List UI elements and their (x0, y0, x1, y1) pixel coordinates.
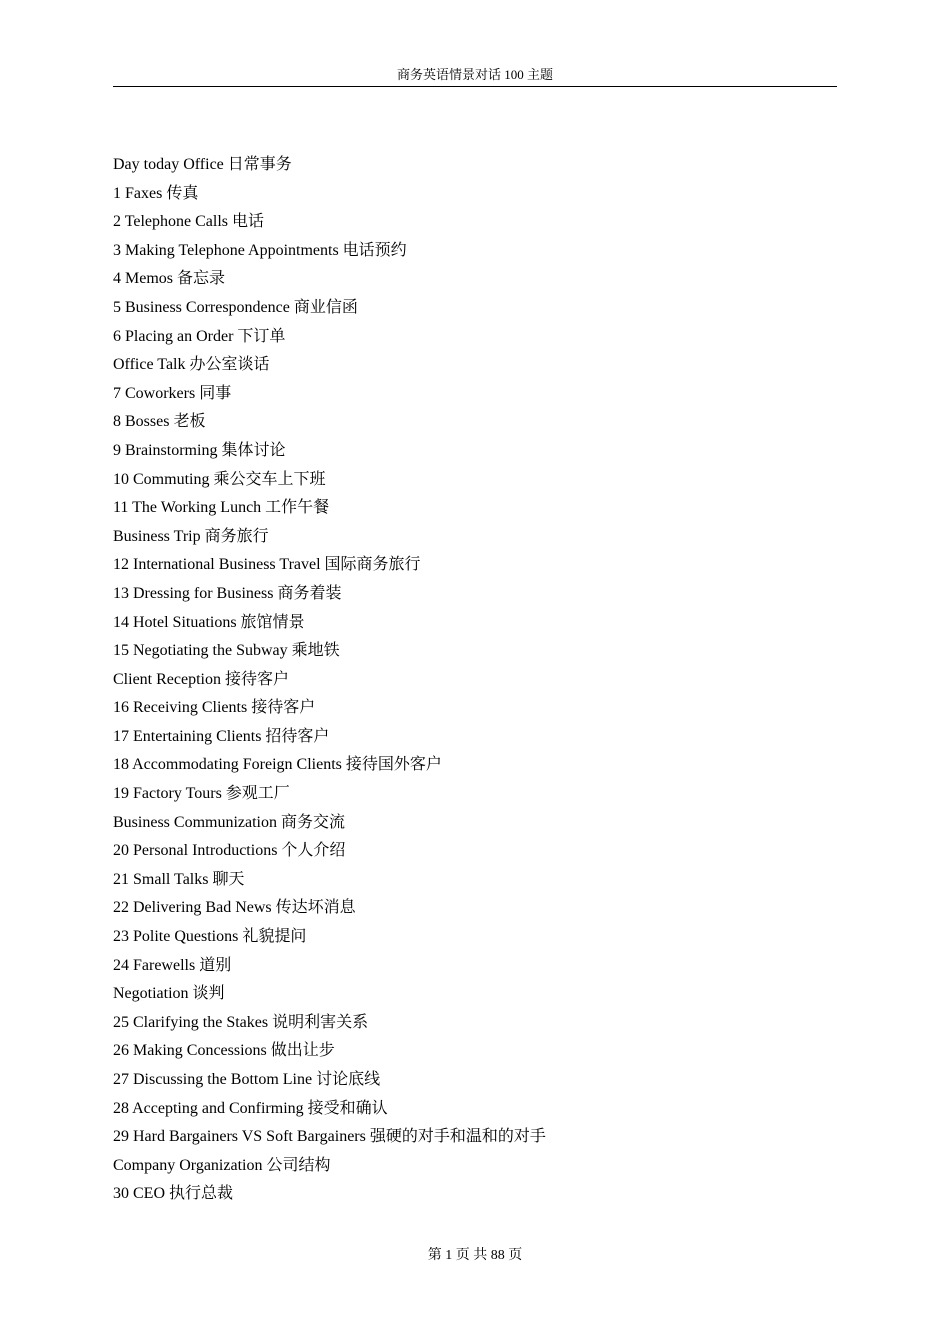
list-item: 21 Small Talks 聊天 (113, 870, 245, 888)
section-heading: Negotiation 谈判 (113, 985, 225, 1003)
list-item: 7 Coworkers 同事 (113, 384, 232, 402)
topic-list (113, 151, 546, 1209)
list-item: 25 Clarifying the Stakes 说明利害关系 (113, 1013, 369, 1031)
section-heading: Business Communization 商务交流 (113, 813, 346, 831)
section-heading: Business Trip 商务旅行 (113, 527, 269, 545)
list-item: 24 Farewells 道别 (113, 956, 232, 974)
section-heading: Office Talk 办公室谈话 (113, 356, 270, 374)
list-item: 8 Bosses 老板 (113, 413, 206, 431)
list-item: 17 Entertaining Clients 招待客户 (113, 727, 330, 745)
section-heading: Company Organization 公司结构 (113, 1156, 331, 1174)
list-item: 23 Polite Questions 礼貌提问 (113, 928, 307, 946)
page-header (113, 66, 837, 87)
page-number: 第 1 页 共 88 页 (427, 1248, 523, 1263)
list-item: 2 Telephone Calls 电话 (113, 213, 265, 231)
section-heading: Day today Office 日常事务 (113, 156, 292, 173)
page-footer (0, 1246, 950, 1266)
list-item: 12 International Business Travel 国际商务旅行 (113, 556, 421, 574)
list-item: 15 Negotiating the Subway 乘地铁 (113, 642, 340, 660)
list-item: 3 Making Telephone Appointments 电话预约 (113, 241, 407, 259)
list-item: 16 Receiving Clients 接待客户 (113, 699, 316, 717)
list-item: 30 CEO 执行总裁 (113, 1185, 234, 1203)
list-item: 29 Hard Bargainers VS Soft Bargainers 强硬的对手和温和的对手 (113, 1128, 546, 1146)
list-item: 26 Making Concessions 做出让步 (113, 1042, 335, 1060)
list-item: 9 Brainstorming 集体讨论 (113, 441, 286, 459)
list-item: 1 Faxes 传真 (113, 184, 199, 202)
list-item: 6 Placing an Order 下订单 (113, 327, 286, 345)
list-item: 28 Accepting and Confirming 接受和确认 (113, 1099, 388, 1117)
list-item: 4 Memos 备忘录 (113, 270, 226, 288)
list-item: 22 Delivering Bad News 传达坏消息 (113, 899, 356, 917)
section-heading: Client Reception 接待客户 (113, 670, 289, 688)
list-item: 5 Business Correspondence 商业信函 (113, 298, 358, 316)
list-item: 19 Factory Tours 参观工厂 (113, 785, 290, 803)
list-item: 18 Accommodating Foreign Clients 接待国外客户 (113, 756, 442, 774)
list-item: 14 Hotel Situations 旅馆情景 (113, 613, 305, 631)
list-item: 13 Dressing for Business 商务着装 (113, 584, 342, 602)
header-title: 商务英语情景对话 100 主题 (396, 67, 553, 82)
list-item: 10 Commuting 乘公交车上下班 (113, 470, 326, 488)
list-item: 20 Personal Introductions 个人介绍 (113, 842, 346, 860)
list-item: 27 Discussing the Bottom Line 讨论底线 (113, 1071, 381, 1088)
list-item: 11 The Working Lunch 工作午餐 (113, 499, 330, 517)
